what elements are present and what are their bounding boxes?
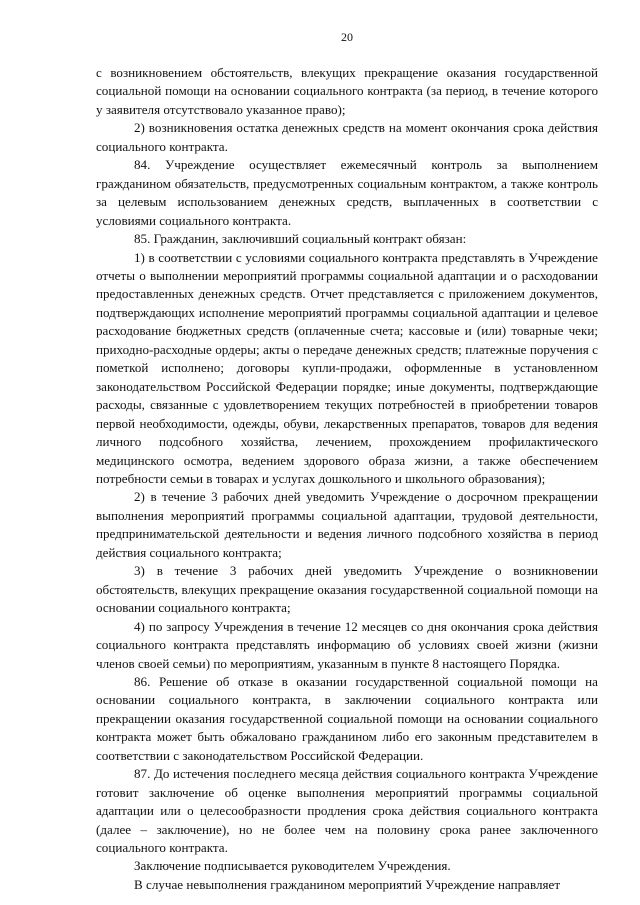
paragraph-87-signature: Заключение подписывается руководителем Учреждения. bbox=[134, 858, 451, 874]
paragraph-85-item-1: 1) в соответствии с условиями социального контракта представлять в Учреждение отчеты о выполнении мероприятий программы социальной адаптации и о расходовании предоставленных денежных средств. Отчет представляется с приложением документов, подтверждающих исполнение мероприятий программы социальной адаптации и целевое расходование бюджетных средств (оплаченные счета; кассовые и (или) товарные чеки; приходно-расходные ордеры; акты о передаче денежных средств; платежные поручения с пометкой исполнено; договоры купли-продажи, оформленные в установленном законодательством Российской Федерации порядке; иные документы, подтверждающие расходы, связанные с удовлетворением текущих потребностей в приобретении товаров первой необходимости, одежды, обуви, лекарственных препаратов, товаров для ведения личного подсобного хозяйства, лечением, прохождением профилактического медицинского осмотра, ведением здорового образа жизни, а также обеспечением потребности семьи в товарах и услугах дошкольного и школьного образования); bbox=[96, 249, 598, 486]
paragraph-83-item-2: 2) возникновения остатка денежных средств на момент окончания срока действия социального контракта. bbox=[96, 120, 598, 154]
paragraph-87: 87. До истечения последнего месяца действия социального контракта Учреждение готовит заключение об оценке выполнения мероприятий программы социальной адаптации или о целесообразности продления срока действия социального контракта (далее – заключение), но не более чем на половину срока ранее заключенного социального контракта. bbox=[96, 766, 598, 856]
page-number: 20 bbox=[341, 30, 353, 44]
paragraph-85-item-4: 4) по запросу Учреждения в течение 12 месяцев со дня окончания срока действия социального контракта представлять информацию об условиях своей жизни (жизни членов своей семьи) по мероприятиям, указанным в пункте 8 настоящего Порядка. bbox=[96, 618, 598, 671]
paragraph-87-noncompliance: В случае невыполнения гражданином мероприятий Учреждение направляет bbox=[134, 876, 561, 892]
paragraph-85-item-3: 3) в течение 3 рабочих дней уведомить Учреждение о возникновении обстоятельств, влекущих прекращение оказания государственной социальной помощи на основании социального контракта; bbox=[96, 563, 598, 616]
paragraph-86: 86. Решение об отказе в оказании государственной социальной помощи на основании социального контракта, в заключении социального контракта или прекращении оказания государственной социальной помощи на основании социального контракта может быть обжаловано гражданином либо его законным представителем в соответствии с законодательством Российской Федерации. bbox=[96, 673, 598, 763]
paragraph-85-item-2: 2) в течение 3 рабочих дней уведомить Учреждение о досрочном прекращении выполнения мероприятий программы социальной адаптации, трудовой деятельности, предпринимательской деятельности и ведения личного подсобного хозяйства в период действия социального контракта; bbox=[96, 489, 598, 560]
paragraph-continuation: с возникновением обстоятельств, влекущих прекращение оказания государственной социальной помощи на основании социального контракта (за период, в течение которого у заявителя отсутствовало указанное право); bbox=[96, 65, 598, 117]
paragraph-85: 85. Гражданин, заключивший социальный контракт обязан: bbox=[134, 231, 467, 247]
paragraph-84: 84. Учреждение осуществляет ежемесячный контроль за выполнением гражданином обязательств, предусмотренных социальным контрактом, а также контроль за целевым использованием денежных средств, выплаченных в соответствии с условиями социального контракта. bbox=[96, 157, 598, 228]
document-page bbox=[96, 30, 598, 894]
